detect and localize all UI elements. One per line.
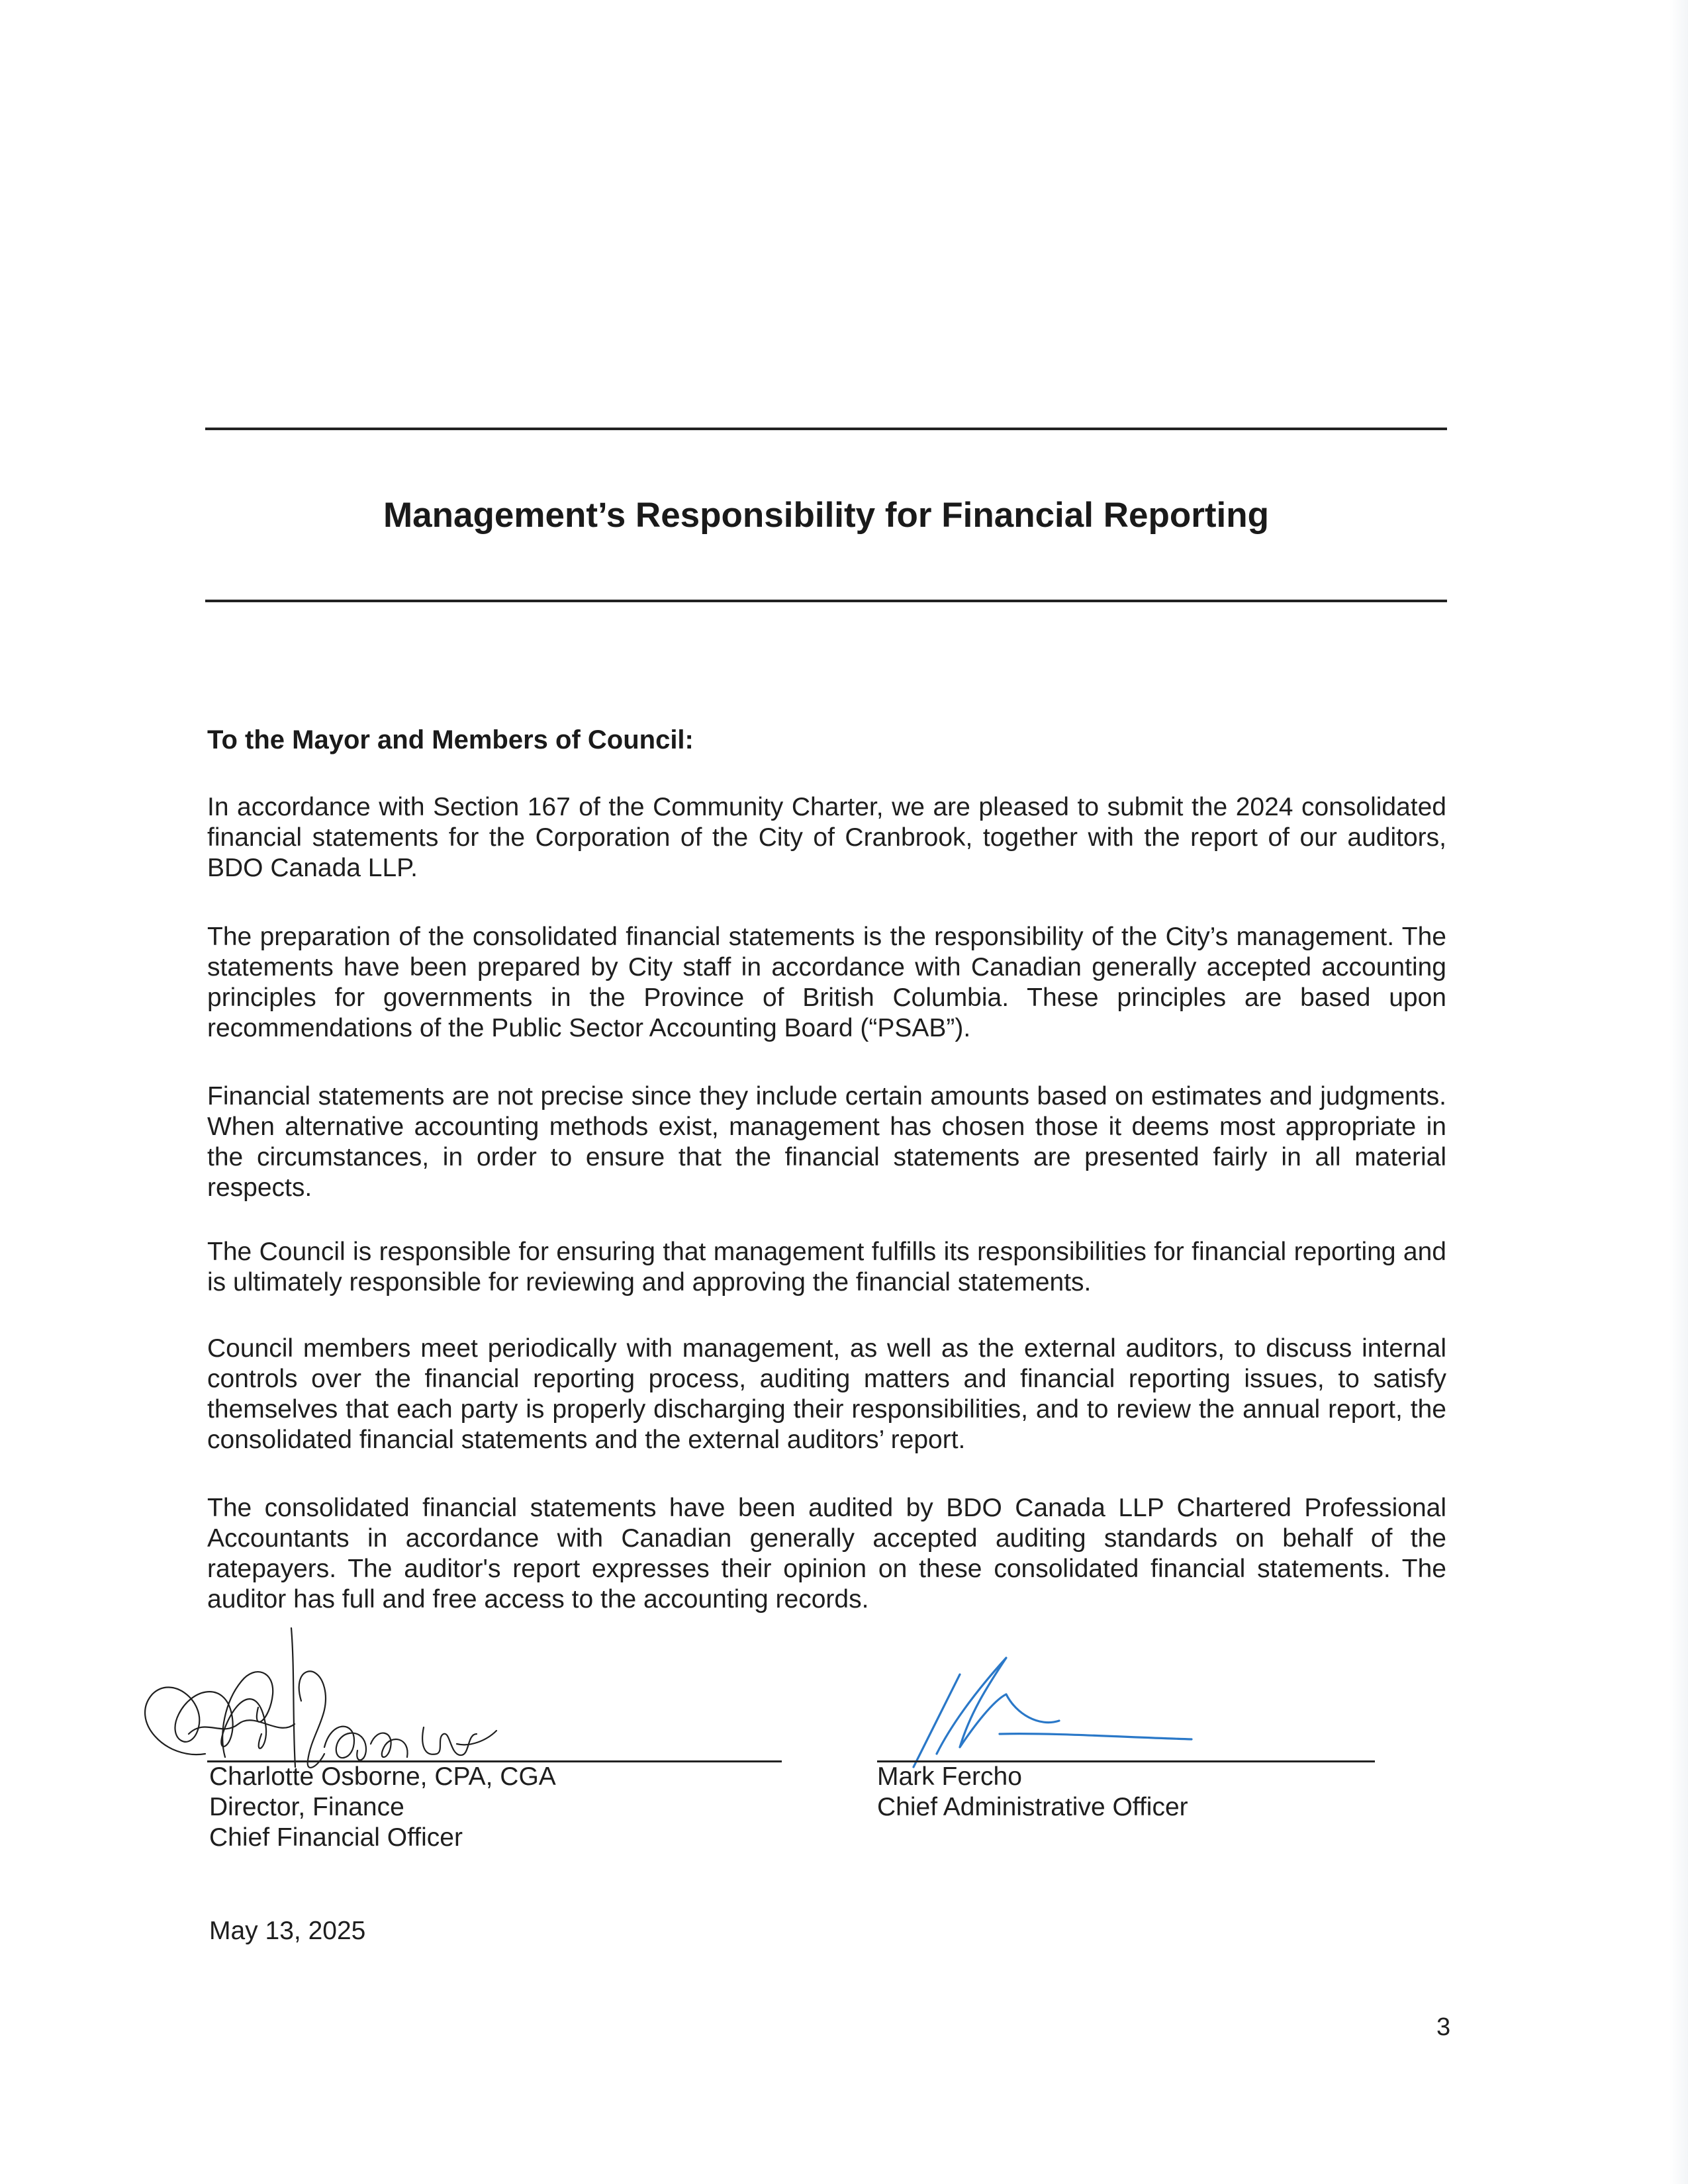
signatory-title: Chief Administrative Officer — [877, 1793, 1188, 1821]
signatory-name: Charlotte Osborne, CPA, CGA — [209, 1762, 556, 1791]
page-number: 3 — [1436, 2013, 1451, 2041]
title-top-rule — [205, 428, 1447, 430]
paragraph: The consolidated financial statements have been audited by BDO Canada LLP Chartered Professional Accountants in accordance with Canadian generally accepted auditing standards on behalf of the ratepayers. The auditor's report expresses their opinion on these consolidated financial statements. The auditor has full and free access to the accounting records. — [207, 1494, 1446, 1614]
document-date: May 13, 2025 — [209, 1917, 366, 1945]
signatory-name: Mark Fercho — [877, 1762, 1022, 1791]
paragraph: In accordance with Section 167 of the Community Charter, we are pleased to submit the 2024 consolidated financial statements for the Corporation of the City of Cranbrook, together with the report of our auditors, BDO Canada LLP. — [207, 793, 1446, 882]
paragraph: The preparation of the consolidated financial statements is the responsibility of the City’s management. The statements have been prepared by City staff in accordance with Canadian generally accepted accounting principles for governments in the Province of British Columbia. These principles are based upon recommendations of the Public Sector Accounting Board (“PSAB”). — [207, 923, 1446, 1042]
document-title: Management’s Responsibility for Financial Reporting — [383, 496, 1269, 535]
paragraph: Financial statements are not precise since they include certain amounts based on estimates and judgments. When alternative accounting methods exist, management has chosen those it deems most appropriate in the circumstances, in order to ensure that the financial statements are presented fairly in all material respects. — [207, 1082, 1446, 1202]
paragraph: The Council is responsible for ensuring that management fulfills its responsibilities for financial reporting and is ultimately responsible for reviewing and approving the financial statements. — [207, 1238, 1446, 1297]
signatory-right — [877, 1762, 1188, 1823]
paragraph: Council members meet periodically with management, as well as the external auditors, to discuss internal controls over the financial reporting process, auditing matters and financial reporting issues, to satisfy themselves that each party is properly discharging their responsibilities, and to review the annual report, the consolidated financial statements and the external auditors’ report. — [207, 1334, 1446, 1454]
signatory-left — [209, 1762, 556, 1853]
signatory-title: Director, Finance — [209, 1793, 404, 1821]
signatory-title: Chief Financial Officer — [209, 1823, 463, 1852]
title-bottom-rule — [205, 600, 1447, 602]
salutation: To the Mayor and Members of Council: — [207, 725, 694, 754]
scan-edge — [1669, 0, 1688, 2184]
